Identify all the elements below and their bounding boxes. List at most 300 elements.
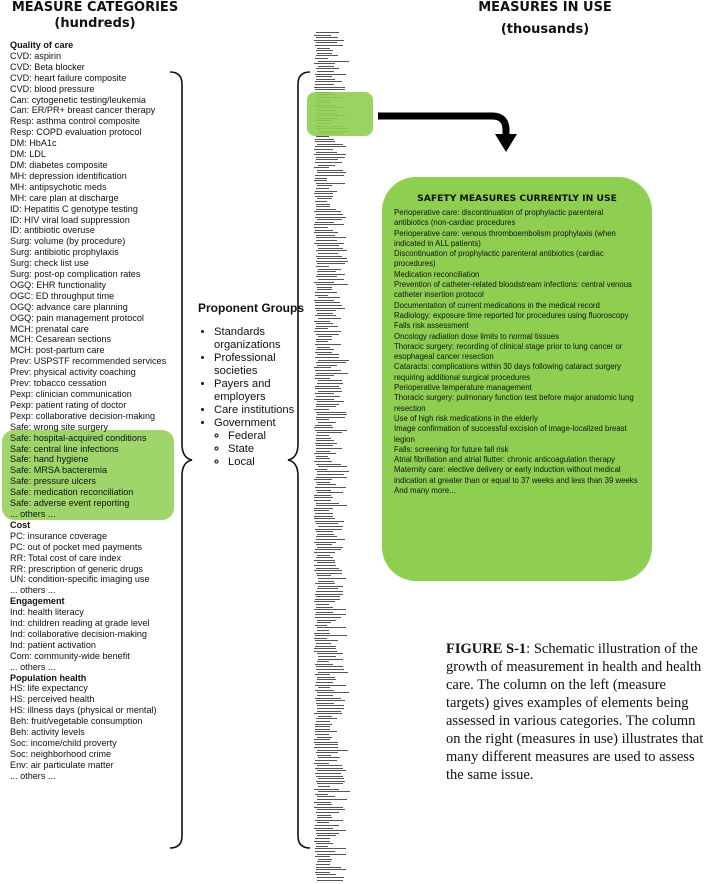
measure-tick: [317, 347, 330, 348]
category-item: HS: illness days (physical or mental): [10, 705, 157, 716]
measure-tick: [317, 861, 330, 862]
measure-tick: [318, 757, 341, 758]
category-item: DM: diabetes composite: [10, 159, 108, 170]
category-item: Safe: MRSA bacteremia: [10, 465, 108, 476]
measure-tick: [314, 601, 335, 602]
measure-tick: [314, 648, 336, 649]
category-item: MH: antipsychotic meds: [10, 181, 107, 192]
category-item: ... others ...: [10, 770, 56, 781]
category-item: Beh: fruit/vegetable consumption: [10, 716, 143, 727]
measure-tick: [314, 802, 330, 803]
safety-measure-item: Discontinuation of prophylactic parenteral antibiotics (cardiac procedures): [394, 249, 604, 269]
measure-tick: [314, 565, 336, 566]
measure-tick: [315, 378, 330, 379]
measure-tick: [315, 425, 332, 426]
measure-tick: [315, 513, 334, 514]
safety-measure-item: Medication reconciliation: [394, 269, 480, 279]
measure-tick: [315, 825, 339, 826]
measure-tick: [315, 856, 330, 857]
measure-tick: [316, 326, 338, 327]
category-item: Surg: volume (by procedure): [10, 236, 126, 247]
measure-tick: [316, 833, 338, 834]
measure-tick: [315, 549, 342, 550]
measure-tick: [316, 339, 332, 340]
measure-tick: [317, 796, 335, 797]
category-item: ID: HIV viral load suppression: [10, 214, 130, 225]
measure-tick: [314, 149, 333, 150]
measure-tick: [314, 560, 335, 561]
measure-tick: [317, 432, 341, 433]
measure-tick: [316, 404, 339, 405]
category-item: Ind: children reading at grade level: [10, 618, 150, 629]
measure-tick: [314, 180, 326, 181]
category-item: ... others ...: [10, 661, 56, 672]
category-item: CVD: blood pressure: [10, 83, 95, 94]
measure-tick: [317, 547, 343, 548]
category-item: OGQ: pain management protocol: [10, 312, 144, 323]
measure-tick: [316, 37, 338, 38]
measure-tick: [315, 529, 342, 530]
caption-text: : Schematic illustration of the growth of measurement in health and health care. The column on the left (measure targets) gives examples of elements being assessed in various categories. The column on the right (measures in use) illustrates that many different measures are used to assess the same issue.: [446, 641, 704, 783]
category-item: Soc: income/child proverty: [10, 738, 117, 748]
measure-tick: [316, 445, 332, 446]
safety-measure-item: Documentation of current medications in the medical record: [394, 300, 600, 310]
measure-tick: [316, 505, 347, 506]
measure-tick: [318, 422, 337, 423]
measure-tick: [316, 206, 330, 207]
proponent-item-label: Payers and employers: [214, 378, 271, 403]
safety-measure-item: Perioperative care: discontinuation of prophylactic parenteral antibiotics (non-cardiac procedures: [394, 208, 604, 228]
measure-tick: [315, 698, 341, 699]
measure-tick: [315, 217, 346, 218]
measure-tick: [315, 851, 335, 852]
measure-tick: [315, 664, 334, 665]
measure-tick: [316, 136, 328, 137]
measure-tick: [316, 752, 338, 753]
safety-measure-item: Maternity care: elective delivery or early induction without medical indication at greater than or equal to 37 weeks and less than 39 weeks: [394, 465, 638, 485]
measure-tick: [316, 284, 348, 285]
measure-tick: [316, 406, 336, 407]
safety-measure-item: Perioperative temperature management: [394, 383, 532, 393]
safety-measure-item: Use of high risk medications in the elderly: [394, 413, 538, 423]
measure-tick: [317, 711, 341, 712]
category-item: Resp: asthma control composite: [10, 116, 140, 127]
measure-tick: [316, 235, 336, 236]
measure-tick: [316, 362, 347, 363]
measure-tick: [314, 807, 343, 808]
category-item: Ind: patient activation: [10, 639, 96, 650]
category-item: ID: antibiotic overuse: [10, 225, 95, 236]
measure-tick: [317, 534, 334, 535]
measure-tick: [317, 48, 331, 49]
safety-measure-item: Atrial fibrillation and atrial flutter: chronic anticoagulation therapy: [394, 455, 616, 465]
category-item: Pexp: patient rating of doctor: [10, 399, 127, 410]
category-item: Safe: wrong site surgery: [10, 421, 109, 432]
measure-tick: [314, 211, 341, 212]
measure-tick: [314, 609, 346, 610]
measure-tick: [316, 256, 342, 257]
measure-tick: [316, 869, 346, 870]
measure-tick: [316, 591, 344, 592]
category-item: ... others ...: [10, 585, 56, 596]
measure-tick: [316, 440, 334, 441]
measure-tick: [317, 815, 331, 816]
measure-tick: [315, 838, 329, 839]
measure-tick: [317, 755, 332, 756]
measure-tick: [316, 539, 345, 540]
category-item: MH: care plan at discharge: [10, 192, 119, 203]
right-header: [440, 0, 650, 38]
measure-tick: [316, 50, 333, 51]
measure-tick: [316, 531, 333, 532]
measure-tick: [316, 334, 339, 335]
measure-tick: [317, 245, 339, 246]
measure-tick: [315, 729, 330, 730]
measure-tick: [317, 708, 344, 709]
measure-tick: [317, 809, 345, 810]
measure-tick: [316, 79, 335, 80]
measure-tick: [317, 822, 329, 823]
measure-tick: [315, 201, 327, 202]
measure-tick: [315, 141, 335, 142]
measure-tick: [315, 731, 337, 732]
measure-tick: [316, 435, 329, 436]
measure-tick: [315, 744, 337, 745]
category-item: ... others ...: [10, 508, 56, 519]
measure-tick: [315, 768, 343, 769]
safety-measure-item: Thoracic surgery: recording of clinical stage prior to lung cancer or esophageal cancer resection: [394, 341, 623, 362]
category-item: Surg: post-op complication rates: [10, 269, 141, 280]
measure-tick: [314, 321, 329, 322]
measure-tick: [316, 448, 341, 449]
measure-tick: [316, 240, 336, 241]
measure-tick: [314, 427, 333, 428]
measure-tick: [315, 178, 328, 179]
measure-tick: [316, 612, 333, 613]
measure-tick: [316, 42, 336, 43]
measure-tick: [318, 716, 332, 717]
measure-tick: [315, 583, 335, 584]
measure-tick: [316, 250, 347, 251]
measure-tick: [316, 557, 334, 558]
measure-tick: [316, 349, 334, 350]
measure-tick: [317, 474, 344, 475]
measure-tick: [317, 313, 333, 314]
safety-measure-item: And many more...: [394, 486, 456, 496]
measure-tick: [317, 289, 332, 290]
measure-tick: [314, 570, 342, 571]
measure-tick: [314, 367, 330, 368]
category-item: Surg: antibiotic prophylaxis: [10, 247, 119, 258]
measure-tick: [314, 461, 332, 462]
measure-tick: [316, 812, 339, 813]
measure-tick: [314, 300, 334, 301]
measure-tick: [316, 55, 338, 56]
measure-tick: [314, 713, 342, 714]
safety-measure-item: Radiology: exposure time reported for procedures using fluoroscopy: [394, 310, 629, 320]
measure-tick: [317, 562, 335, 563]
measure-tick: [314, 479, 332, 480]
measure-tick: [317, 354, 339, 355]
measure-tick: [316, 412, 346, 413]
measure-tick: [314, 224, 344, 225]
measure-tick: [317, 219, 342, 220]
category-item: DM: HbA1c: [10, 138, 57, 149]
safety-measure-item: Falls: screening for future fall risk: [394, 444, 509, 454]
category-item: OGQ: advance care planning: [10, 301, 128, 312]
measure-tick: [315, 635, 347, 636]
category-item: CVD: Beta blocker: [10, 61, 85, 72]
measure-tick: [316, 607, 333, 608]
measure-tick: [316, 718, 337, 719]
measure-tick: [316, 490, 331, 491]
category-item: UN: condition-specific imaging use: [10, 574, 150, 585]
measure-tick: [315, 58, 328, 59]
measure-tick: [314, 633, 330, 634]
measure-tick: [314, 500, 331, 501]
measure-tick: [315, 352, 332, 353]
measure-tick: [318, 859, 332, 860]
measure-tick: [314, 518, 334, 519]
measure-tick: [316, 700, 344, 701]
right-bracket: [286, 70, 312, 850]
measure-tick: [315, 646, 336, 647]
curved-arrow-icon: [374, 100, 524, 160]
category-item: Safe: medication reconciliation: [10, 487, 134, 498]
measure-tick: [316, 310, 336, 311]
category-item: Can: ER/PR+ breast cancer therapy: [10, 105, 156, 116]
government-item: ◦ State: [228, 443, 306, 456]
measure-tick: [317, 144, 344, 145]
measure-tick: [315, 594, 343, 595]
measure-tick: [315, 388, 341, 389]
proponent-item-label: Care institutions: [214, 404, 295, 416]
measure-tick: [318, 786, 330, 787]
measure-tick: [315, 430, 347, 431]
measure-tick: [314, 651, 337, 652]
measure-tick: [318, 360, 349, 361]
measure-tick: [316, 183, 345, 184]
measure-tick: [314, 742, 338, 743]
measure-tick: [317, 492, 343, 493]
measure-tick: [315, 146, 346, 147]
measure-tick: [315, 794, 328, 795]
measure-tick: [315, 139, 334, 140]
measure-tick: [315, 386, 339, 387]
measure-tick: [314, 747, 338, 748]
measure-tick: [318, 586, 344, 587]
measure-tick: [316, 477, 346, 478]
measure-tick: [317, 484, 336, 485]
measure-tick: [318, 791, 350, 792]
safety-measures-box: [382, 177, 652, 581]
measure-tick: [317, 622, 331, 623]
measure-tick: [317, 401, 344, 402]
left-header-sub: (hundreds): [54, 16, 136, 31]
category-item: ID: Hepatitis C genotype testing: [10, 203, 138, 214]
proponent-title: Proponent Groups: [198, 301, 304, 315]
measure-tick: [317, 677, 335, 678]
left-header: [0, 0, 190, 32]
measure-tick: [314, 87, 345, 88]
measure-tick: [317, 765, 342, 766]
measure-tick: [314, 243, 344, 244]
measure-tick: [315, 469, 327, 470]
measure-tick: [316, 669, 343, 670]
measure-tick: [317, 705, 344, 706]
measure-tick: [318, 656, 336, 657]
measure-tick: [317, 575, 331, 576]
category-item: MCH: post-partum care: [10, 345, 105, 356]
measure-tick: [317, 588, 337, 589]
measure-tick: [314, 154, 346, 155]
measure-tick: [316, 214, 343, 215]
measure-tick: [315, 521, 343, 522]
category-title: Quality of care: [10, 40, 74, 50]
measure-tick: [317, 627, 346, 628]
measure-tick: [315, 820, 343, 821]
safety-measure-item: Falls risk assessment: [394, 321, 469, 331]
safety-title: SAFETY MEASURES CURRENTLY IN USE: [417, 193, 617, 204]
measure-tick: [314, 399, 334, 400]
measure-tick: [316, 209, 336, 210]
measure-tick: [317, 170, 343, 171]
measure-tick: [316, 266, 330, 267]
measure-tick: [316, 830, 346, 831]
measure-tick: [316, 373, 347, 374]
measure-tick: [317, 274, 345, 275]
measure-tick: [314, 193, 333, 194]
category-item: Env: air particulate matter: [10, 759, 114, 770]
category-item: Pexp: collaborative decision-making: [10, 410, 156, 421]
measure-tick: [316, 781, 345, 782]
measure-tick: [318, 269, 341, 270]
measure-tick: [317, 287, 332, 288]
category-item: Surg: check list use: [10, 258, 89, 269]
measure-tick: [315, 487, 346, 488]
right-header-sub: (thousands): [500, 22, 590, 37]
measure-tick: [315, 685, 345, 686]
measure-tick: [317, 185, 332, 186]
measure-tick: [316, 596, 340, 597]
measure-tick: [317, 770, 346, 771]
measure-tick: [317, 53, 332, 54]
measure-tick: [318, 526, 343, 527]
measure-tick: [318, 279, 344, 280]
category-item: CVD: aspirin: [10, 50, 62, 61]
measure-tick: [316, 76, 333, 77]
measure-categories-list: [10, 40, 185, 782]
measure-tick: [315, 191, 337, 192]
safety-measure-item: Prevention of catheter-related bloodstream infections: central venous catheter insertion protocol: [394, 280, 632, 300]
measure-tick: [314, 40, 344, 41]
category-item: Safe: pressure ulcers: [10, 476, 96, 487]
measure-tick: [315, 625, 327, 626]
measure-tick: [316, 204, 330, 205]
caption-label: FIGURE S-1: [446, 641, 527, 657]
measure-tick: [318, 253, 338, 254]
proponent-item-label: Professional societies: [214, 352, 276, 377]
measure-tick: [315, 443, 337, 444]
measure-tick: [315, 305, 342, 306]
measure-tick: [318, 466, 347, 467]
measure-tick: [318, 248, 344, 249]
measure-tick: [314, 828, 332, 829]
measure-tick: [317, 258, 347, 259]
measure-tick: [316, 874, 336, 875]
measure-tick: [315, 617, 341, 618]
measure-tick: [315, 760, 337, 761]
measure-tick: [317, 661, 329, 662]
measure-tick: [316, 604, 330, 605]
category-item: Ind: health literacy: [10, 607, 84, 618]
measure-tick: [315, 230, 333, 231]
measure-tick: [318, 66, 334, 67]
measure-tick: [315, 89, 345, 90]
measure-tick: [316, 451, 330, 452]
measure-tick: [316, 568, 339, 569]
measure-tick: [315, 45, 343, 46]
measure-tick: [315, 74, 347, 75]
measure-tick: [315, 315, 335, 316]
measure-tick: [314, 453, 336, 454]
measure-tick: [318, 61, 349, 62]
measure-tick: [315, 84, 334, 85]
measure-tick: [315, 162, 343, 163]
measure-tick: [317, 854, 346, 855]
measure-tick: [314, 63, 335, 64]
measure-tick: [317, 620, 337, 621]
measure-tick: [315, 344, 342, 345]
measure-tick: [316, 32, 339, 33]
measure-tick: [318, 578, 346, 579]
category-item: Resp: COPD evaluation protocol: [10, 127, 142, 138]
measure-tick: [316, 237, 346, 238]
measure-tick: [318, 659, 343, 660]
category-item: Safe: central line infections: [10, 443, 119, 454]
measure-tick: [316, 152, 337, 153]
measure-tick: [314, 552, 335, 553]
category-item: Can: cytogenetic testing/leukemia: [10, 94, 146, 105]
measure-tick: [316, 666, 343, 667]
category-item: Safe: hospital-acquired conditions: [10, 432, 147, 443]
measure-tick: [318, 318, 341, 319]
measure-tick: [317, 783, 343, 784]
measure-tick: [314, 227, 327, 228]
safety-measure-item: Cataracts: complications within 30 days following cataract surgery requiring additional surgical procedures: [394, 362, 622, 382]
category-item: Safe: hand hygiene: [10, 454, 89, 465]
measure-tick: [317, 414, 347, 415]
measures-in-use-stack: [314, 32, 348, 882]
category-item: HS: perceived health: [10, 694, 95, 705]
measure-tick: [317, 799, 347, 800]
measure-tick: [315, 308, 345, 309]
measure-tick: [317, 737, 333, 738]
government-item: ◦ Federal: [228, 430, 306, 443]
category-item: MCH: Cesarean sections: [10, 334, 112, 345]
measure-tick: [317, 817, 332, 818]
category-item: Ind: collaborative decision-making: [10, 628, 147, 639]
measure-tick: [316, 323, 333, 324]
measure-tick: [318, 336, 332, 337]
measure-tick: [315, 302, 340, 303]
measure-tick: [316, 643, 330, 644]
measure-tick: [314, 510, 329, 511]
measure-tick: [315, 292, 338, 293]
measure-tick: [317, 804, 332, 805]
safety-items: [394, 208, 640, 496]
measure-tick: [317, 750, 348, 751]
